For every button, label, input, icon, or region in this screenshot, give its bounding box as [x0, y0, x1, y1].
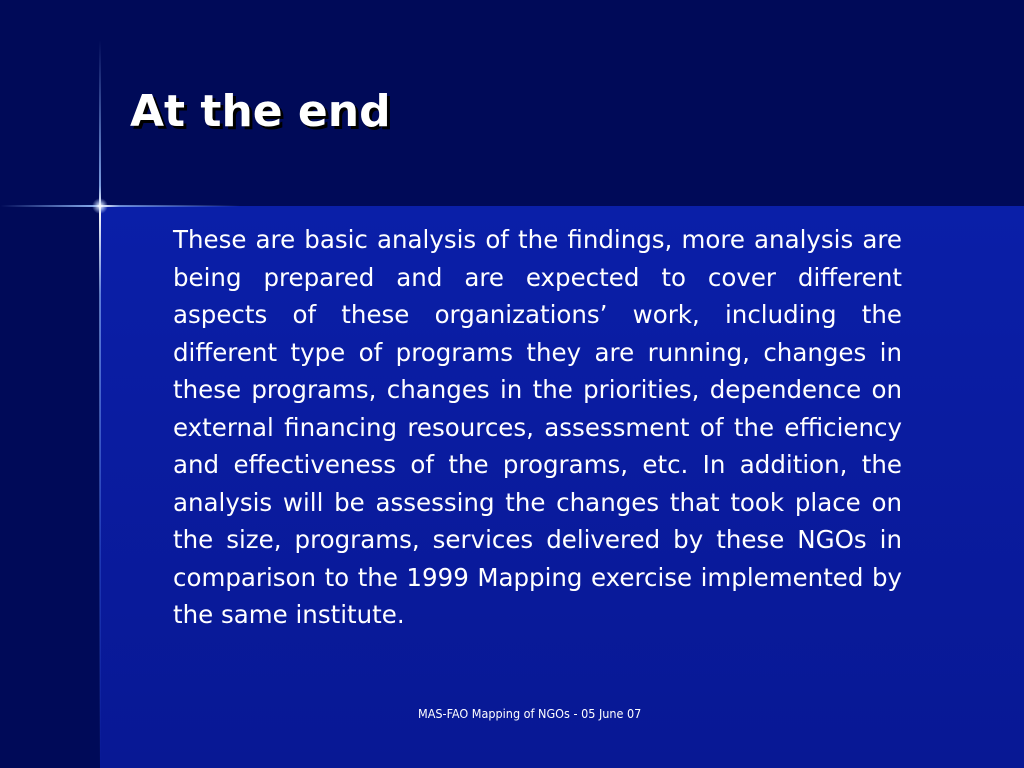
sparkle-icon [92, 198, 108, 214]
slide-footer: MAS-FAO Mapping of NGOs - 05 June 07 [418, 706, 642, 721]
left-band [0, 206, 100, 768]
slide-body-text: These are basic analysis of the findings, more analysis are being prepared and are expected to cover different aspects of these organizations’ work, including the different type of programs they are running, changes in these programs, changes in the priorities, dependence on external financing resources, assessment of the efficiency and effectiveness of the programs, etc. In addition, the analysis will be assessing the changes that took place on the size, programs, services delivered by these NGOs in comparison to the 1999 Mapping exercise implemented by the same institute. [173, 225, 902, 629]
vertical-accent-line [99, 40, 101, 768]
slide-title: At the end [130, 86, 391, 137]
horizontal-accent-line [0, 205, 240, 207]
